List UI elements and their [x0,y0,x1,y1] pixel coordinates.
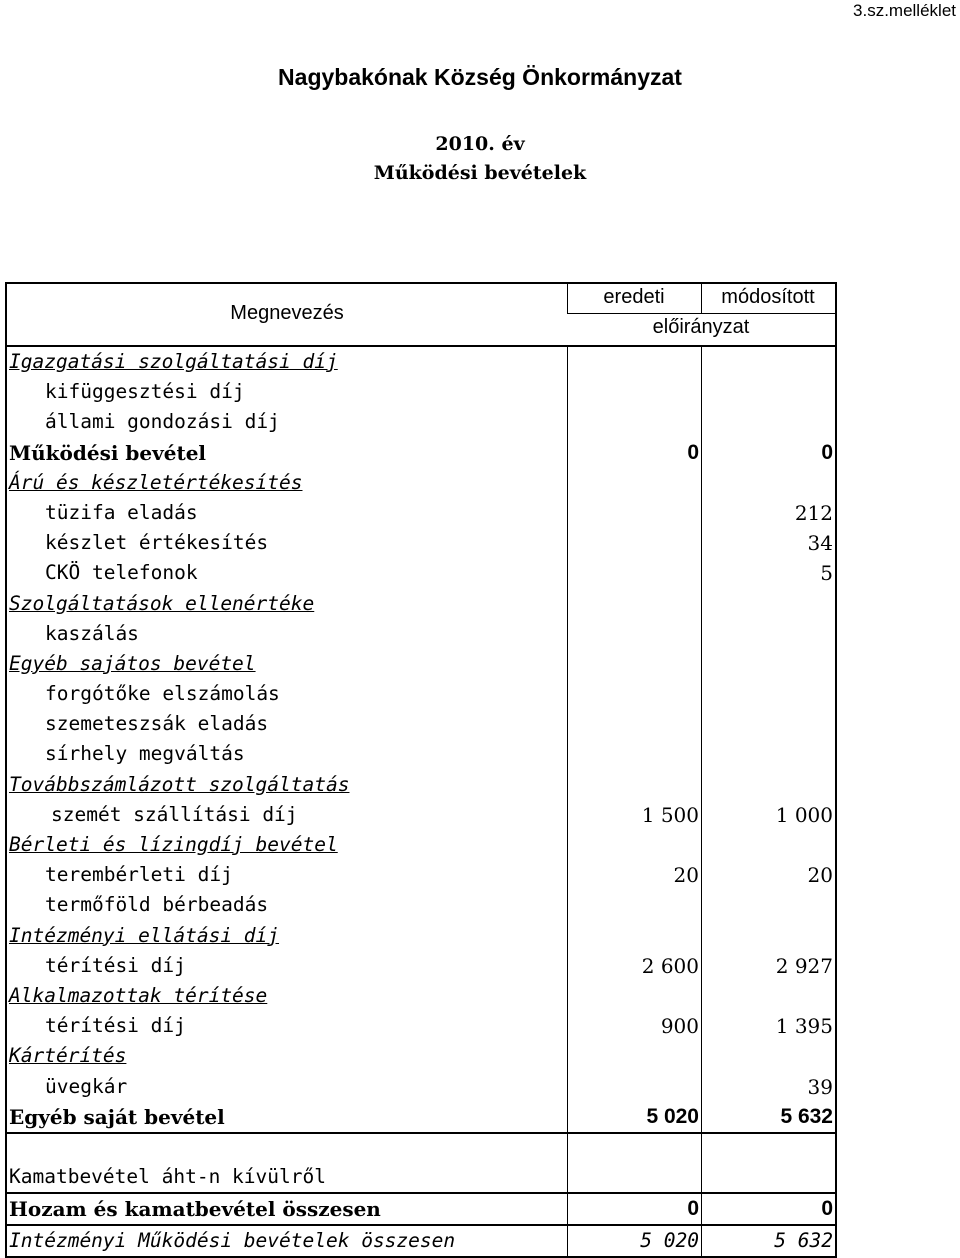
value-modified: 1 000 [775,802,833,827]
row-label: készlet értékesítés [45,531,269,555]
row-label: Intézményi ellátási díj [9,923,280,947]
table-row [7,1072,835,1102]
value-original: 900 [660,1014,699,1039]
row-label: Egyéb sajátos bevétel [9,651,256,675]
row-label: tüzifa eladás [45,500,198,524]
table-row [7,619,835,649]
value-original: 0 [687,1197,699,1221]
table-row [7,649,835,679]
value-original: 5 020 [646,1104,699,1128]
header-name: Megnevezés [230,302,344,324]
row-label: Működési bevétel [9,440,207,465]
row-label: állami gondozási díj [45,410,280,434]
table-row [7,951,835,981]
annex-label: 3.sz.melléklet [853,1,956,20]
row-label: Bérleti és lízingdíj bevétel [9,833,338,856]
value-original: 1 500 [641,802,699,827]
table-row [7,558,835,588]
value-modified: 5 632 [780,1104,833,1128]
table-row [7,1192,835,1224]
row-label: terembérleti díj [45,863,233,887]
row-label: térítési díj [45,1014,186,1038]
table-row [7,377,835,407]
value-modified: 39 [807,1074,833,1099]
row-label: kaszálás [45,621,139,645]
row-label: sírhely megváltás [45,742,245,766]
table-row [7,468,835,498]
table-row [7,921,835,951]
table-header [7,284,835,347]
table-row [7,1162,835,1192]
table-row [7,739,835,769]
value-modified: 5 632 [774,1229,833,1253]
row-label: térítési díj [45,953,186,977]
table-row [7,407,835,437]
table-row [7,1224,835,1256]
row-label: termőföld bérbeadás [45,893,269,917]
table-row [7,498,835,528]
table-row [7,1102,835,1132]
table-footer [7,1162,835,1257]
table-row [7,347,835,377]
table-row [7,1011,835,1041]
row-label: üvegkár [45,1074,128,1098]
row-label: kifüggesztési díj [45,380,245,404]
row-label: forgótőke elszámolás [45,682,280,706]
header-col-modified: módosított [721,286,815,308]
section-separator [7,1132,835,1162]
table-row [7,860,835,890]
row-label: Igazgatási szolgáltatási díj [9,350,338,373]
value-original: 20 [673,863,699,888]
row-label: Továbbszámlázott szolgáltatás [9,772,350,796]
table-row [7,709,835,739]
value-modified: 5 [820,561,833,586]
row-label: Egyéb saját bevétel [9,1104,225,1129]
table-row [7,589,835,619]
table-row [7,438,835,468]
value-modified: 2 927 [775,953,833,978]
row-label: Kártérítés [9,1044,127,1068]
table-row [7,800,835,830]
table-row [7,981,835,1011]
row-label: szemeteszsák eladás [45,712,269,736]
table-row [7,770,835,800]
row-label: szemét szállítási díj [51,802,298,826]
value-modified: 0 [821,1197,833,1221]
header-col-appropriation: előirányzat [652,316,750,338]
header-divider [567,313,835,314]
value-original: 0 [687,440,699,464]
row-label: Intézményi Működési bevételek összesen [9,1229,456,1253]
row-label: Alkalmazottak térítése [9,983,268,1007]
value-original: 5 020 [640,1229,699,1253]
table-row [7,830,835,860]
value-modified: 20 [807,863,833,888]
table-row [7,890,835,920]
row-label: Árú és készletértékesítés [9,470,303,494]
revenue-table [5,282,837,1258]
document-title: Nagybakónak Község Önkormányzat [278,64,682,90]
table-row [7,679,835,709]
value-modified: 0 [821,440,833,464]
document-year: 2010. év [435,133,525,155]
document-subtitle: Működési bevételek [373,162,587,184]
row-label: Szolgáltatások ellenértéke [9,591,315,615]
table-row [7,528,835,558]
value-modified: 212 [794,500,833,525]
row-label: CKÖ telefonok [45,561,198,585]
row-label: Hozam és kamatbevétel összesen [9,1197,381,1222]
value-modified: 34 [807,531,833,556]
value-modified: 1 395 [775,1014,833,1039]
table-row [7,1041,835,1071]
value-original: 2 600 [641,953,699,978]
header-col-original: eredeti [603,286,665,308]
row-label: Kamatbevétel áht-n kívülről [9,1164,326,1188]
table-body [7,347,835,1132]
